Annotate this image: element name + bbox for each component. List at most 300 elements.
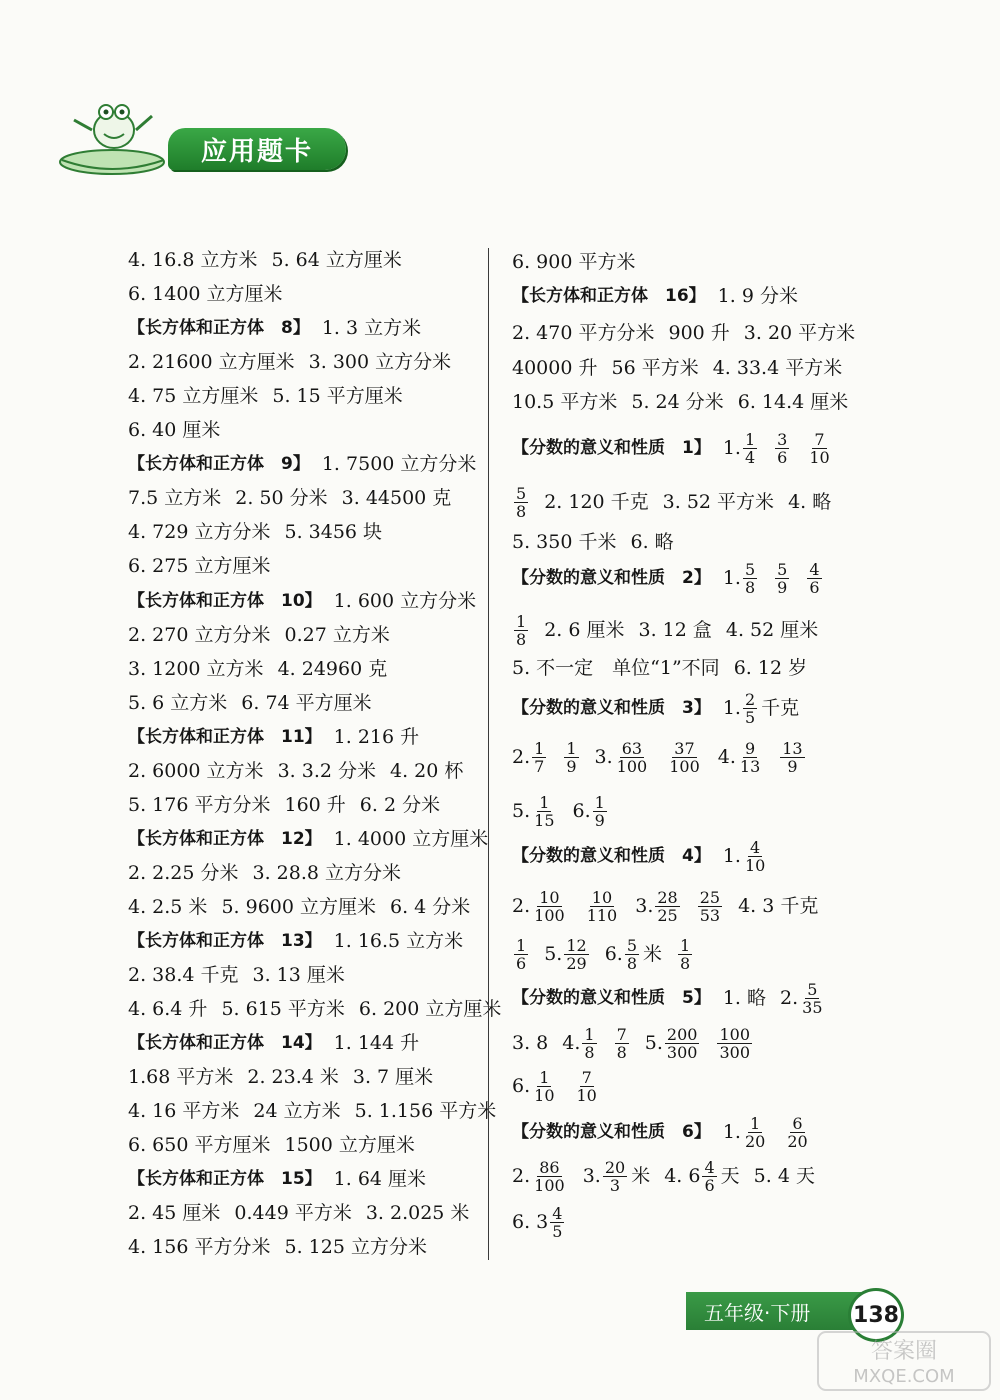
answer-text: 6. 略 [630,531,674,553]
fraction-numerator: 9 [744,738,756,758]
section-heading: 【长方体和正方体 11】 [128,727,322,747]
answer-line [512,382,862,422]
answer-item [512,1159,569,1194]
answer-text: 6. 2 分米 [359,794,441,816]
fraction [615,1026,629,1061]
answer-text: 1. 64 厘米 [333,1168,427,1190]
answer-item [221,999,344,1019]
answer-item [128,693,227,713]
column-divider [488,248,489,1260]
answer-item [676,937,694,972]
answer-item [284,625,389,645]
fraction-numerator: 1 [534,738,545,758]
answer-line [512,428,848,468]
fraction [532,889,567,924]
answer-text: 6. 4 分米 [390,896,471,918]
answer-line [512,1156,829,1196]
answer-text: 4. 52 厘米 [725,619,819,641]
fraction [532,1069,556,1104]
fraction-denominator: 6 [704,1175,715,1195]
answer-item [664,1159,739,1194]
answer-item [713,358,843,378]
fraction-denominator: 9 [566,756,577,776]
answer-item [595,740,652,775]
fraction-numerator: 28 [657,887,678,907]
answer-item [723,561,759,596]
fraction-numerator: 200 [666,1024,698,1044]
answer-text: 2. 38.4 千克 [128,964,239,986]
answer-item [278,761,376,781]
section-heading: 【长方体和正方体 8】 [128,318,310,338]
fraction [717,1026,752,1061]
section-heading: 【分数的意义和性质 6】 [512,1122,711,1142]
fraction-denominator: 9 [777,577,788,597]
answer-text: 6. 650 平方厘米 [128,1134,271,1156]
answer-text: 24 立方米 [253,1100,341,1122]
section-heading: 【长方体和正方体 14】 [128,1033,322,1053]
answer-text: 3. 300 立方分米 [308,351,452,373]
answer-text: 4. 16.8 立方米 [128,249,258,271]
fraction [564,740,578,775]
answer-item [512,1205,566,1240]
answer-line [512,482,845,522]
answer-text: 6. 74 平方厘米 [241,692,372,714]
fraction-numerator: 1 [744,429,756,449]
answer-line [512,610,832,650]
answer-item [562,1026,598,1061]
fraction-numerator: 7 [814,429,825,449]
section-heading: 【分数的意义和性质 3】 [512,698,711,718]
answer-item [128,863,239,883]
fraction-denominator: 6 [777,447,788,467]
fraction [678,937,692,972]
answer-text: 1. [722,845,741,867]
fraction [807,561,821,596]
answer-text: 2. 120 千克 [544,491,649,513]
answer-item [334,829,489,849]
fraction [780,740,804,775]
fraction-numerator: 12 [566,935,587,955]
fraction-denominator: 300 [666,1042,698,1062]
answer-text: 6. 12 岁 [733,657,808,679]
fraction-denominator: 7 [534,756,545,776]
answer-item [512,392,617,412]
fraction-numerator: 7 [581,1067,592,1087]
answer-line [128,546,284,586]
answer-text: 7.5 立方米 [128,487,222,509]
answer-item [773,561,791,596]
answer-line [512,791,623,831]
fraction [532,794,556,829]
fraction-denominator: 10 [576,1085,597,1105]
fraction-denominator: 110 [586,905,618,925]
answer-text: 4. 24960 克 [277,658,388,680]
fraction-unit: 米 [643,943,663,965]
answer-text: 4. 729 立方分米 [128,521,271,543]
fraction-denominator: 25 [657,905,678,925]
answer-text: 1. [722,697,741,719]
fraction-numerator: 1 [539,792,550,812]
fraction-numerator: 1 [680,935,691,955]
answer-item [241,693,371,713]
frog-mascot-icon [52,90,172,190]
fraction-numerator: 25 [699,887,721,907]
answer-item [723,839,770,874]
answer-item [696,889,724,924]
answer-text: 1. 16.5 立方米 [333,930,464,952]
answer-line [512,1202,580,1242]
answer-text: 3. [582,1165,601,1187]
answer-item [512,658,720,678]
fraction-denominator: 4 [744,447,756,467]
answer-item [512,358,597,378]
fraction-numerator: 13 [782,738,803,758]
answer-item [128,999,207,1019]
fraction-denominator: 29 [566,953,587,973]
answer-text: 2. 270 立方分米 [128,624,271,646]
answer-item [390,897,470,917]
fraction-denominator: 20 [744,1131,766,1151]
answer-text: 6. 200 立方厘米 [358,998,502,1020]
answer-item [253,965,345,985]
answer-text: 6. 14.4 厘米 [737,391,849,413]
fraction-denominator: 100 [534,905,565,925]
answer-item [605,937,662,972]
fraction-numerator: 1 [516,935,527,955]
answer-text: 1. 144 升 [333,1032,420,1054]
fraction [582,1026,596,1061]
fraction-denominator: 20 [787,1131,808,1151]
answer-item [738,392,849,412]
fraction [665,1026,700,1061]
fraction-numerator: 100 [719,1024,751,1044]
answer-text: 56 平方米 [611,357,699,379]
answer-text: 1. [722,567,741,589]
answer-item [512,794,559,829]
answer-item [322,318,421,338]
fraction-numerator: 5 [516,483,527,503]
fraction [743,839,767,874]
answer-item [284,1135,414,1155]
fraction-denominator: 10 [744,855,766,875]
answer-item [723,431,759,466]
fraction [743,431,757,466]
answer-text: 2. [512,1165,531,1187]
answer-text: 1. 9 分米 [717,285,798,307]
section-heading: 【分数的意义和性质 2】 [512,568,711,588]
answer-item [342,488,452,508]
answer-item [583,889,622,924]
section-title-banner: 应用题卡 [168,128,346,170]
answer-text: 2. [512,746,531,768]
fraction [775,561,789,596]
answer-text: 3. 13 厘米 [252,964,345,986]
answer-item [512,1033,548,1053]
answer-item [353,1067,433,1087]
answer-item [723,691,799,726]
answer-item [744,323,855,343]
fraction [532,1159,567,1194]
fraction-denominator: 100 [669,756,700,776]
fraction-denominator: 8 [516,501,527,521]
answer-text: 4. 3 千克 [738,895,819,917]
section-heading: 【分数的意义和性质 5】 [512,988,711,1008]
fraction-numerator: 4 [750,837,761,857]
answer-item [573,794,609,829]
fraction-numerator: 10 [591,887,613,907]
fraction [775,431,789,466]
page-number: 138 [848,1288,904,1342]
answer-text: 4. [562,1032,581,1054]
fraction-denominator: 10 [534,1085,555,1105]
answer-item [128,386,258,406]
answer-item [715,1026,754,1061]
fraction-unit: 千克 [761,697,800,719]
answer-text: 3. 12 盒 [638,619,712,641]
answer-item [128,1237,270,1257]
answer-item [284,522,382,542]
answer-item [635,889,682,924]
answer-line [512,737,821,777]
section-heading: 【长方体和正方体 12】 [128,829,322,849]
fraction-denominator: 100 [534,1175,565,1195]
answer-item [360,795,440,815]
fraction-denominator: 10 [809,447,830,467]
answer-item [512,889,569,924]
answer-line [512,522,688,562]
answer-item [128,1135,270,1155]
fraction-numerator: 1 [566,738,577,758]
answer-item [128,522,270,542]
answer-text: 4. 20 杯 [390,760,464,782]
fraction-numerator: 86 [539,1157,560,1177]
answer-item [723,1115,770,1150]
answer-text: 5. 176 平方分米 [128,794,271,816]
answer-text: 2. [780,987,799,1009]
answer-item [359,999,501,1019]
fraction-denominator: 100 [616,756,648,776]
fraction-denominator: 8 [516,629,527,649]
answer-text: 6. 40 厘米 [128,419,221,441]
answer-text: 3. 1200 立方米 [128,658,264,680]
answer-item [234,1203,351,1223]
answer-text: 5. [644,1032,663,1054]
answer-item [734,658,807,678]
answer-text: 3. 28.8 立方分米 [252,862,402,884]
fraction-denominator: 13 [739,756,761,776]
answer-item [544,620,624,640]
answer-text: 6. [604,943,623,965]
answer-item [128,488,221,508]
answer-line [512,1066,615,1106]
answer-item [278,659,388,679]
answer-text: 4. 33.4 平方米 [712,357,843,379]
answer-item [272,250,402,270]
answer-text: 1. 4000 立方厘米 [333,828,489,850]
fraction [743,561,757,596]
answer-item [128,556,270,576]
answer-line [512,836,783,876]
answer-line [512,313,869,353]
answer-item [773,431,791,466]
fraction-numerator: 2 [744,689,756,709]
fraction-denominator: 3 [609,1175,621,1195]
answer-item [783,1115,811,1150]
answer-item [573,1069,601,1104]
fraction [743,1115,767,1150]
answer-text: 1. 3 立方米 [321,317,422,339]
answer-item [512,252,635,272]
answer-text: 1. [722,1121,741,1143]
answer-text: 5. 24 分米 [631,391,724,413]
answer-text: 2. 23.4 米 [247,1066,339,1088]
answer-text: 3. 2.025 米 [365,1202,470,1224]
fraction-numerator: 4 [809,559,820,579]
answer-item [309,352,451,372]
answer-text: 40000 升 [512,357,598,379]
fraction-denominator: 5 [744,707,756,727]
fraction [785,1115,809,1150]
fraction-denominator: 6 [809,577,820,597]
answer-line [512,648,821,688]
fraction-denominator: 8 [616,1042,627,1062]
answer-text: 2. 6 厘米 [544,619,625,641]
answer-text: 900 升 [668,322,730,344]
fraction-denominator: 8 [744,577,756,597]
answer-item [334,591,476,611]
answer-item [718,286,798,306]
answer-line [512,688,813,728]
fraction-denominator: 9 [787,756,798,776]
answer-text: 2. 45 厘米 [128,1202,221,1224]
fraction [514,937,528,972]
fraction [702,1159,716,1194]
answer-item [390,761,463,781]
svg-text:MXQE.COM: MXQE.COM [853,1366,955,1387]
section-heading: 【长方体和正方体 10】 [128,591,322,611]
answer-text: 6. 1400 立方厘米 [128,283,283,305]
fraction [667,740,702,775]
fraction-numerator: 4 [704,1157,715,1177]
fraction-denominator: 35 [802,997,823,1017]
answer-item [128,965,239,985]
fraction [743,691,757,726]
answer-item [334,1169,426,1189]
answer-text: 5. 125 立方分米 [284,1236,427,1258]
answer-text: 160 升 [284,794,346,816]
answer-item [128,761,264,781]
answer-item [631,392,723,412]
answer-item [512,740,548,775]
answer-text: 5. 64 立方厘米 [271,249,402,271]
answer-item [128,1101,239,1121]
fraction-numerator: 5 [744,559,756,579]
answer-item [512,532,616,552]
answer-text: 5. 15 平方厘米 [272,385,403,407]
fraction [603,1159,627,1194]
answer-text: 3. 7 厘米 [352,1066,434,1088]
answer-item [128,795,270,815]
answer-item [544,492,648,512]
answer-text: 5. 615 平方米 [221,998,345,1020]
answer-item [253,863,402,883]
fraction [514,613,528,648]
answer-text: 3. 44500 克 [341,487,452,509]
answer-text: 1. 216 升 [333,726,420,748]
answer-text: 10.5 平方米 [512,391,618,413]
answer-item [778,740,806,775]
answer-text: 4. 16 平方米 [128,1100,240,1122]
answer-text: 2. 50 分米 [235,487,328,509]
fraction-numerator: 1 [750,1113,761,1133]
answer-item [805,431,833,466]
fraction-numerator: 5 [626,935,638,955]
answer-text: 5. 4 天 [753,1165,815,1187]
fraction-numerator: 20 [604,1157,626,1177]
answer-text: 2. 470 平方分米 [512,322,655,344]
answer-text: 4. 75 立方厘米 [128,385,259,407]
answer-text: 6. [512,1075,531,1097]
answer-item [638,620,711,640]
answer-line [512,978,841,1018]
fraction-numerator: 37 [674,738,695,758]
fraction [585,889,620,924]
answer-line [512,934,708,974]
answer-text: 6. 3 [512,1211,549,1233]
answer-line [512,558,838,598]
grade-label: 五年级·下册 [686,1292,862,1330]
answer-item [221,897,376,917]
fraction-denominator: 5 [552,1221,563,1241]
section-heading: 【长方体和正方体 9】 [128,454,310,474]
answer-text: 1.68 平方米 [128,1066,234,1088]
answer-item [738,896,818,916]
answer-text: 2. 6000 立方米 [128,760,264,782]
answer-item [334,727,419,747]
answer-item [128,659,264,679]
answer-item [253,1101,340,1121]
answer-text: 1500 立方厘米 [284,1134,415,1156]
section-heading: 【分数的意义和性质 1】 [512,438,711,458]
answer-text: 5. [544,943,563,965]
answer-item [128,897,207,917]
answer-item [128,1067,233,1087]
answer-text: 5. 350 千米 [512,531,617,553]
fraction [532,740,546,775]
answer-item [247,1067,339,1087]
answer-text: 1. 7500 立方分米 [321,453,477,475]
fraction-numerator: 5 [807,979,818,999]
answer-text: 4. 2.5 米 [128,896,208,918]
answer-item [512,323,654,343]
fraction [807,431,831,466]
answer-text: 5. 6 立方米 [128,692,228,714]
fraction-denominator: 8 [626,953,638,973]
answer-text: 5. 9600 立方厘米 [221,896,376,918]
fraction-numerator: 7 [616,1024,627,1044]
answer-item [128,1203,220,1223]
answer-text: 6. 275 立方厘米 [128,555,271,577]
fraction-numerator: 1 [584,1024,595,1044]
fraction-numerator: 10 [539,887,560,907]
answer-item [334,931,464,951]
answer-text: 5. [512,800,531,822]
answer-item [322,454,477,474]
answer-text: 2. [512,895,531,917]
answer-item [512,613,530,648]
answer-item [723,988,766,1008]
fraction-unit: 米 [631,1165,651,1187]
